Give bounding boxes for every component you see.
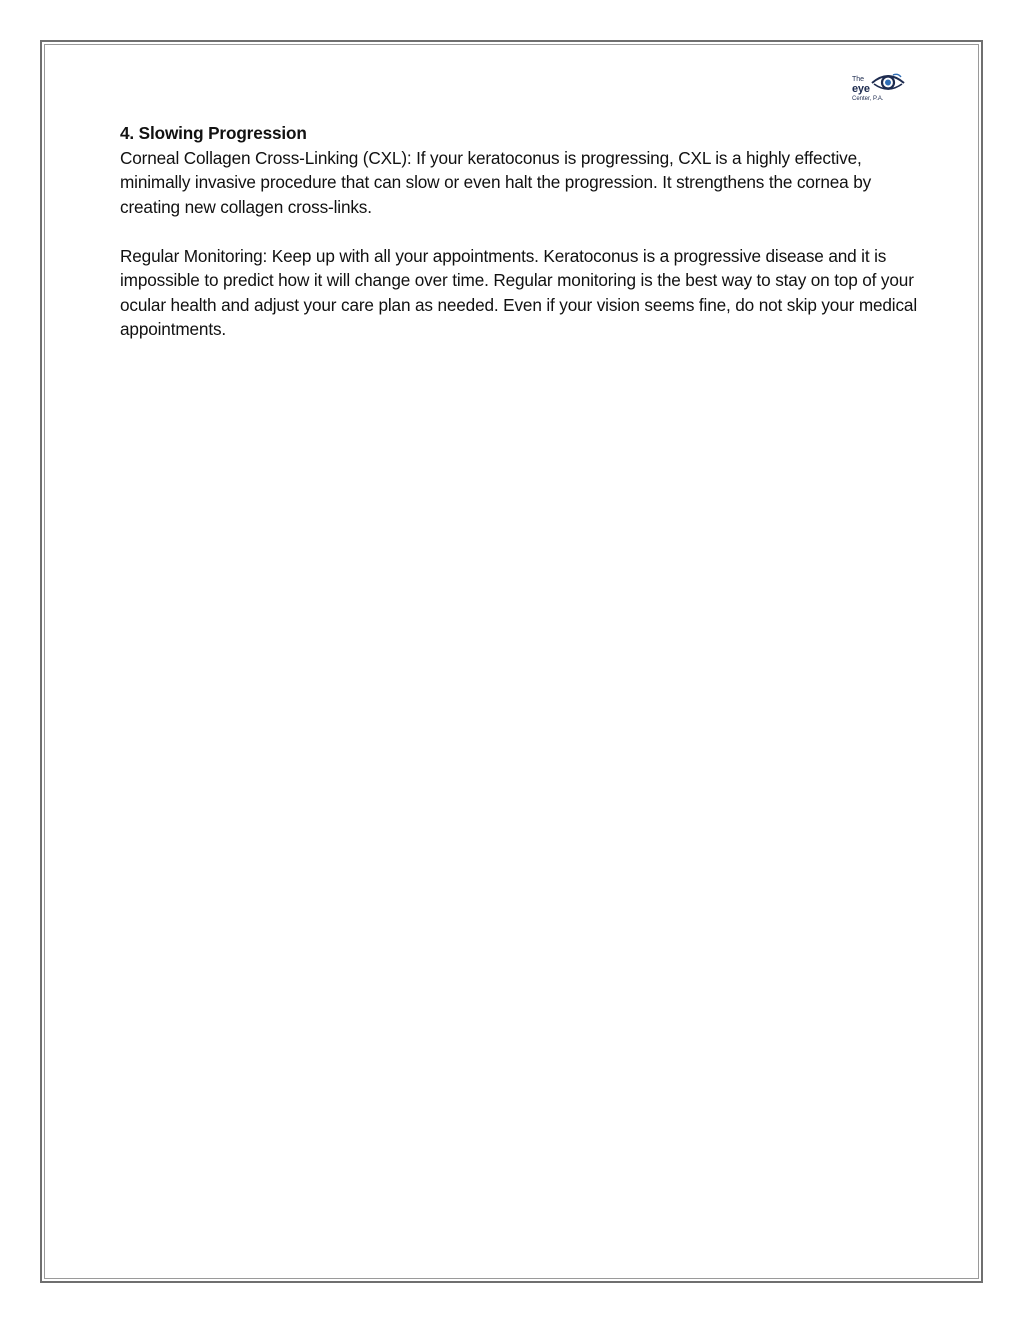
document-body xyxy=(120,121,920,342)
section-heading: 4. Slowing Progression xyxy=(120,123,307,143)
logo-text-center: Center, P.A. xyxy=(852,96,884,102)
paragraph-monitoring: Regular Monitoring: Keep up with all your appointments. Keratoconus is a progressive disease and it is impossible to predict how it will change over time. Regular monitoring is the best way to stay on top of your ocular health and adjust your care plan as needed. Even if your vision seems fine, do not skip your medical appointments. xyxy=(120,245,917,339)
logo-text-eye: eye xyxy=(852,83,870,95)
eye-logo-icon xyxy=(871,71,905,93)
paragraph-cxl: Corneal Collagen Cross-Linking (CXL): If your keratoconus is progressing, CXL is a highly effective, minimally invasive procedure that can slow or even halt the progression. It strengthens the cornea by creating new collagen cross-links. xyxy=(120,147,872,217)
logo-text-the: The xyxy=(852,76,865,83)
brand-logo xyxy=(851,70,907,106)
